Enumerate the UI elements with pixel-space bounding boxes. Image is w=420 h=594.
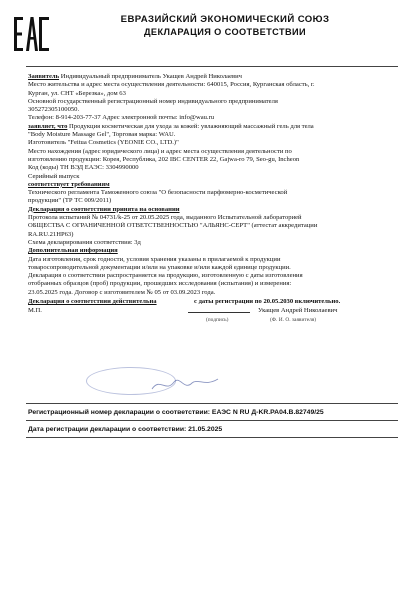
applicant-ogrn-label: Основной государственный регистрационный номер индивидуального предпринимателя [28,97,278,105]
footer-divider-top [26,403,398,404]
product-description: Продукция косметическая для ухода за кожей: увлажняющий массажный гель для тела [67,122,314,130]
technical-regulation-cont: продукции" (ТР ТС 009/2011) [28,197,112,205]
accreditation: RA.RU.21HP63) [28,230,74,238]
additional-info-1: Дата изготовления, срок годности, условия хранения указаны в прилагаемой к продукции [28,255,281,263]
applicant-ogrn: 305272305100050. [28,106,80,114]
signature-mark [150,373,220,395]
applicant-caption: (Ф. И. О. заявителя) [270,317,317,324]
stamp-label: М.П. [28,307,42,315]
document-header [0,14,420,38]
test-laboratory: ОБЩЕСТВА С ОГРАНИЧЕННОЙ ОТВЕТСТВЕННОСТЬЮ "АЛЬЯНС-СЕРТ" (аттестат аккредитации [28,222,318,230]
signature-captions [28,316,398,324]
applicant-contacts: Телефон: 8-914-203-77-37 Адрес электронной почты: info@wau.ru [28,114,215,122]
declares-line [28,123,398,131]
applicant-label: Заявитель [28,73,60,80]
basis-label: Декларация о соответствии принята на основании [28,205,180,213]
additional-info-label: Дополнительная информация [28,247,118,255]
applicant-signature-name: Укащев Андрей Николаевич [258,307,338,315]
applicant-name: Индивидуальный предприниматель Укащев Андрей Николаевич [59,73,242,80]
validity-row [28,298,398,307]
manufacturer-address-label: Место нахождения (адрес юридического лица) и адрес места осуществления деятельности по [28,147,292,155]
additional-info-5: 23.05.2025 года. Договор с изготовителем № 05 от 03.09.2023 года. [28,288,216,296]
technical-regulation: Технического регламента Таможенного союза "О безопасности парфюмерно-косметической [28,189,288,197]
footer-divider-mid [26,420,398,421]
additional-info-3: Декларация о соответствии распространяется на продукцию, изготовленную с даты изготовления [28,272,303,280]
registration-date: Дата регистрации декларации о соответствии: 21.05.2025 [28,426,223,433]
document-title: ДЕКЛАРАЦИЯ О СООТВЕТСТВИИ [143,27,307,37]
validity-period: с даты регистрации по 20.05.2030 включительно. [194,298,341,306]
test-protocol: Протокола испытаний № 04731/k-25 от 20.05.2025 года, выданного Испытательной лабораторией [28,214,302,222]
declaration-scheme: Схема декларирования соответствия: 3д [28,238,141,246]
declaration-body [28,73,398,324]
applicant-line [28,73,398,81]
header-divider [26,66,398,67]
serial-release: Серийный выпуск [28,172,80,180]
union-name: ЕВРАЗИЙСКИЙ ЭКОНОМИЧЕСКИЙ СОЮЗ [120,14,330,25]
tnved-code: Код (коды) ТН ВЭД ЕАЭС: 3304990000 [28,164,139,172]
declares-label: заявляет, что [28,122,68,130]
signature-line [188,307,250,313]
applicant-address-cont: Курган, ул. СНТ «Березка», дом 63 [28,89,126,97]
validity-label: Декларация о соответствии действительна [28,298,157,306]
product-name: "Body Moisture Massage Gel", Торговая марка: WAU. [28,131,176,139]
signature-row [28,307,398,316]
additional-info-2: товаросопроводительной документации и/или на упаковке и/или каждой единице продукции. [28,263,291,271]
additional-info-4: отобранных образцов (проб) продукции, прошедших исследования (испытания) и измерения: [28,280,292,288]
registration-number: Регистрационный номер декларации о соответствии: ЕАЭС N RU Д-KR.PA04.B.82749/25 [28,409,324,416]
signature-caption: (подпись) [206,317,229,324]
applicant-address: Место жительства и адрес места осуществления деятельности: 640015, Россия, Курганская область, г. [28,81,315,89]
manufacturer: Изготовитель "Feitua Cosmetics (YEONIE CO., LTD.)" [28,139,179,147]
footer-divider-bottom [26,437,398,438]
manufacturer-address: изготовлению продукции: Корея, Республика, 202 IBC CENTER 22, Gajwa-ro 79, Seo-gu, Incheon [28,155,300,163]
requirements-label: соответствует требованиям [28,180,110,188]
